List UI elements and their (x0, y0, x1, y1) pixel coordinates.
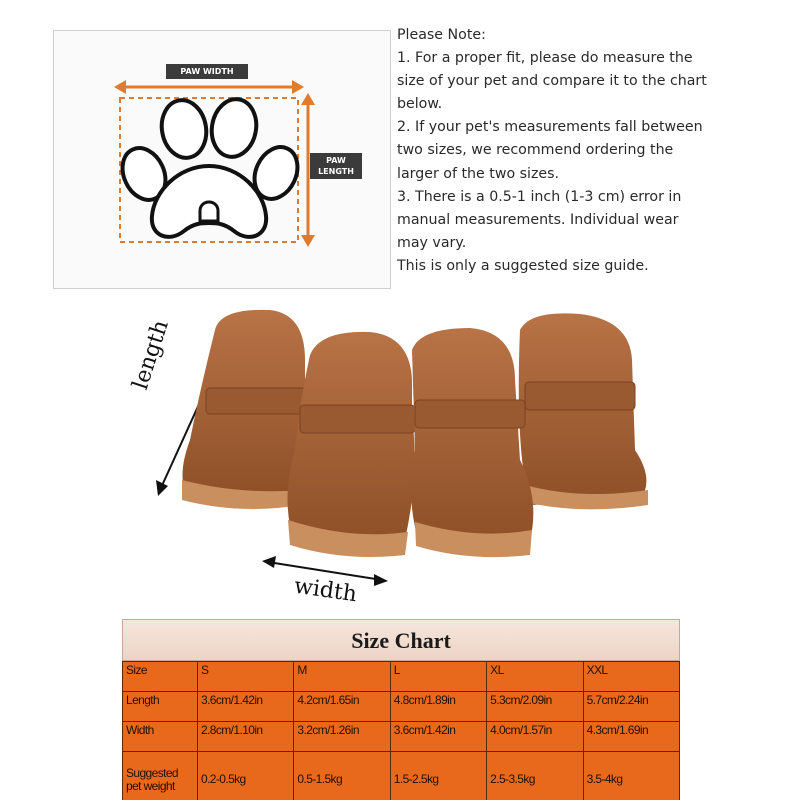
shoe-front-left (288, 332, 416, 557)
size-chart-title: Size Chart (122, 619, 680, 661)
notes-line: manual measurements. Individual wear (397, 211, 679, 228)
notes-line: 1. For a proper fit, please do measure the (397, 50, 693, 67)
size-chart-table (122, 661, 680, 800)
size-chart (122, 619, 680, 800)
notes-heading: Please Note: (397, 27, 486, 43)
table-cell: 1.5-2.5kg (390, 752, 486, 800)
notes-line: This is only a suggested size guide. (397, 257, 649, 274)
dog-shoes-photo (120, 300, 680, 620)
table-cell: 2.5-3.5kg (487, 752, 583, 800)
width-label: width (292, 573, 359, 608)
table-cell: XXL (583, 662, 679, 692)
size-notes (397, 24, 797, 278)
table-row (123, 722, 680, 752)
table-row (123, 662, 680, 692)
paw-measure-diagram (53, 30, 391, 289)
paw-length-tag-line2: LENGTH (318, 167, 354, 176)
table-cell: Width (123, 722, 198, 752)
table-cell: 4.3cm/1.69in (583, 722, 679, 752)
notes-line: may vary. (397, 234, 467, 251)
paw-length-tag (310, 153, 362, 179)
table-cell: 0.5-1.5kg (294, 752, 390, 800)
paw-width-tag: PAW WIDTH (166, 64, 248, 79)
table-cell: S (198, 662, 294, 692)
table-cell: 4.2cm/1.65in (294, 692, 390, 722)
table-cell: Length (123, 692, 198, 722)
table-cell: 5.7cm/2.24in (583, 692, 679, 722)
table-cell: 0.2-0.5kg (198, 752, 294, 800)
notes-line: 3. There is a 0.5-1 inch (1-3 cm) error in (397, 188, 682, 205)
table-cell: 3.5-4kg (583, 752, 679, 800)
table-cell: M (294, 662, 390, 692)
notes-line: larger of the two sizes. (397, 165, 560, 182)
table-cell: 3.6cm/1.42in (198, 692, 294, 722)
table-cell: 4.8cm/1.89in (390, 692, 486, 722)
table-cell: L (390, 662, 486, 692)
table-cell: 3.2cm/1.26in (294, 722, 390, 752)
table-row (123, 752, 680, 800)
length-label: length (128, 317, 174, 393)
notes-line: size of your pet and compare it to the chart (397, 73, 707, 90)
table-cell: 2.8cm/1.10in (198, 722, 294, 752)
shoe-back-right (519, 313, 648, 509)
table-cell: XL (487, 662, 583, 692)
table-cell: Suggested pet weight (123, 752, 198, 800)
notes-line: 2. If your pet's measurements fall between (397, 119, 703, 136)
notes-line: below. (397, 96, 443, 113)
table-cell: 4.0cm/1.57in (487, 722, 583, 752)
table-cell: 3.6cm/1.42in (390, 722, 486, 752)
notes-line: two sizes, we recommend ordering the (397, 142, 674, 159)
table-row (123, 692, 680, 722)
table-cell: 5.3cm/2.09in (487, 692, 583, 722)
shoe-front-right (411, 328, 533, 557)
table-cell: Size (123, 662, 198, 692)
paw-length-tag-line1: PAW (326, 156, 346, 165)
